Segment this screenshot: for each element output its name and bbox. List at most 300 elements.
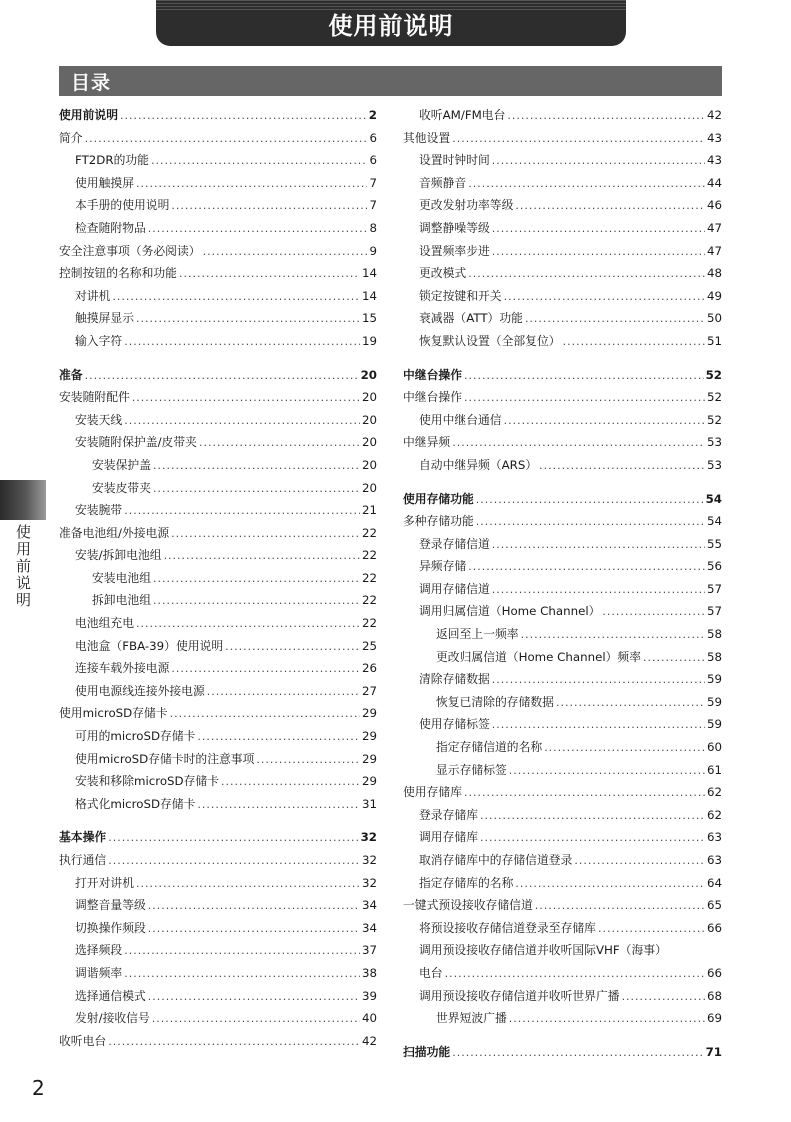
toc-leader-dots <box>151 150 368 173</box>
toc-entry[interactable] <box>59 307 377 330</box>
toc-entry-page: 65 <box>706 898 722 913</box>
toc-entry-title: 连接车载外接电源 <box>75 661 170 676</box>
toc-entry[interactable] <box>403 104 722 127</box>
toc-leader-dots <box>108 827 358 850</box>
toc-entry[interactable] <box>403 713 722 736</box>
toc-entry-page: 60 <box>706 740 722 755</box>
toc-entry-page: 20 <box>361 457 377 472</box>
toc-leader-dots <box>197 726 360 749</box>
toc-entry-page: 39 <box>361 988 377 1003</box>
toc-entry-page: 52 <box>706 412 722 427</box>
toc-entry-page: 47 <box>706 243 722 258</box>
toc-entry[interactable] <box>403 646 722 669</box>
toc-entry[interactable] <box>59 635 377 658</box>
toc-leader-dots <box>153 590 360 613</box>
toc-leader-dots <box>153 455 360 478</box>
toc-entry-title: 准备 <box>59 367 83 382</box>
toc-leader-dots <box>452 128 705 151</box>
toc-leader-dots <box>124 410 360 433</box>
toc-entry-title: 返回至上一频率 <box>436 627 519 642</box>
toc-entry[interactable] <box>59 285 377 308</box>
toc-entry-title: 指定存储信道的名称 <box>436 740 543 755</box>
toc-entry-title: 调整静噪等级 <box>419 220 490 235</box>
toc-leader-dots <box>136 308 360 331</box>
toc-leader-dots <box>509 1008 705 1031</box>
toc-entry-page: 68 <box>706 988 722 1003</box>
toc-entry[interactable] <box>403 826 722 849</box>
toc-entry[interactable] <box>59 194 377 217</box>
toc-entry-page: 20 <box>360 367 377 382</box>
toc-entry-title: 使用触摸屏 <box>75 175 134 190</box>
toc-entry-title: 格式化microSD存储卡 <box>75 796 196 811</box>
toc-entry-page: 53 <box>706 435 722 450</box>
toc-entry-title: 调用归属信道（Home Channel） <box>419 604 601 619</box>
toc-entry-page: 29 <box>361 729 377 744</box>
toc-entry[interactable] <box>59 770 377 793</box>
toc-entry[interactable] <box>403 307 722 330</box>
toc-leader-dots <box>492 150 705 173</box>
toc-entry-title: 使用存储标签 <box>419 717 490 732</box>
toc-entry[interactable] <box>403 127 722 150</box>
toc-entry[interactable] <box>59 217 377 240</box>
toc-entry[interactable] <box>59 748 377 771</box>
toc-entry-title: 安装/拆卸电池组 <box>75 548 162 563</box>
toc-leader-dots <box>153 568 360 591</box>
toc-leader-dots <box>468 556 705 579</box>
toc-entry-page: 29 <box>361 774 377 789</box>
toc-entry-title: 使用中继台通信 <box>419 412 502 427</box>
toc-entry[interactable] <box>59 127 377 150</box>
toc-heading: 目录 <box>71 71 112 94</box>
toc-entry-title: 指定存储库的名称 <box>419 875 514 890</box>
toc-entry-page: 14 <box>361 266 377 281</box>
toc-leader-dots <box>108 850 360 873</box>
toc-entry-page: 57 <box>706 581 722 596</box>
toc-entry-title: 本手册的使用说明 <box>75 198 170 213</box>
toc-entry-page: 38 <box>361 965 377 980</box>
toc-entry-title: 调用预设接收存储信道并收听国际VHF（海事） <box>419 943 667 958</box>
toc-entry[interactable] <box>59 330 377 353</box>
toc-entry[interactable] <box>403 386 722 409</box>
toc-entry-title: 电池组充电 <box>75 616 134 631</box>
toc-entry[interactable] <box>59 149 377 172</box>
toc-leader-dots <box>544 737 705 760</box>
toc-entry[interactable] <box>403 939 722 962</box>
toc-entry-title: 调谐频率 <box>75 965 123 980</box>
toc-entry[interactable] <box>59 894 377 917</box>
toc-entry-title: 恢复已清除的存储数据 <box>436 694 554 709</box>
toc-entry[interactable] <box>403 194 722 217</box>
toc-entry-page: 44 <box>706 175 722 190</box>
toc-entry[interactable] <box>403 849 722 872</box>
toc-leader-dots <box>492 714 705 737</box>
toc-entry-title: 更改发射功率等级 <box>419 198 514 213</box>
toc-leader-dots <box>207 681 360 704</box>
toc-entry[interactable] <box>403 488 722 511</box>
toc-entry[interactable] <box>59 567 377 590</box>
toc-entry[interactable] <box>403 623 722 646</box>
toc-leader-dots <box>602 601 705 624</box>
toc-entry-page: 2 <box>368 108 377 122</box>
toc-leader-dots <box>504 286 705 309</box>
toc-leader-dots <box>445 963 705 986</box>
toc-entry[interactable] <box>59 240 377 263</box>
toc-entry[interactable] <box>403 691 722 714</box>
toc-entry-page: 66 <box>706 920 722 935</box>
toc-entry-page: 59 <box>706 717 722 732</box>
toc-leader-dots <box>203 241 368 264</box>
toc-entry-title: 使用存储库 <box>403 785 462 800</box>
toc-entry-title: 设置时钟时间 <box>419 153 490 168</box>
toc-entry-title: 更改模式 <box>419 266 467 281</box>
toc-entry[interactable] <box>403 1041 722 1064</box>
toc-entry-page: 64 <box>706 875 722 890</box>
toc-entry[interactable] <box>59 1007 377 1030</box>
toc-entry-title: 使用存储功能 <box>403 491 474 506</box>
toc-leader-dots <box>136 173 367 196</box>
toc-entry-page: 63 <box>706 830 722 845</box>
toc-entry-title: 安装天线 <box>75 412 123 427</box>
toc-entry-title: 发射/接收信号 <box>75 1011 150 1026</box>
toc-entry-page: 22 <box>361 616 377 631</box>
toc-entry[interactable] <box>59 172 377 195</box>
toc-entry-page: 59 <box>706 672 722 687</box>
toc-entry[interactable] <box>403 781 722 804</box>
toc-leader-dots <box>504 410 705 433</box>
toc-entry-title: 使用前说明 <box>59 108 118 122</box>
toc-leader-dots <box>148 986 360 1009</box>
toc-entry-title: 调用存储信道 <box>419 581 490 596</box>
toc-entry-title: 简介 <box>59 130 83 145</box>
toc-leader-dots <box>256 749 360 772</box>
toc-entry-title: 清除存储数据 <box>419 672 490 687</box>
toc-entry[interactable] <box>59 499 377 522</box>
toc-entry[interactable] <box>403 285 722 308</box>
toc-entry[interactable] <box>403 578 722 601</box>
toc-entry[interactable] <box>403 1007 722 1030</box>
toc-left-column <box>59 104 377 1052</box>
toc-entry[interactable] <box>403 431 722 454</box>
toc-entry-title: 登录存储信道 <box>419 536 490 551</box>
toc-entry-page: 57 <box>706 604 722 619</box>
toc-leader-dots <box>515 873 705 896</box>
toc-entry-page: 20 <box>361 480 377 495</box>
toc-leader-dots <box>492 534 705 557</box>
toc-entry[interactable] <box>403 894 722 917</box>
toc-entry-title: 中继台操作 <box>403 390 462 405</box>
toc-entry[interactable] <box>59 454 377 477</box>
toc-entry-title: 电池盒（FBA-39）使用说明 <box>75 638 224 653</box>
toc-leader-dots <box>492 241 705 264</box>
toc-entry-title: 更改归属信道（Home Channel）频率 <box>436 649 641 664</box>
toc-entry[interactable] <box>403 262 722 285</box>
toc-leader-dots <box>112 286 360 309</box>
toc-entry[interactable] <box>59 409 377 432</box>
toc-entry-title: 准备电池组/外接电源 <box>59 525 170 540</box>
toc-entry-page: 34 <box>361 920 377 935</box>
toc-entry-title: 取消存储库中的存储信道登录 <box>419 853 573 867</box>
toc-entry-page: 9 <box>369 243 377 258</box>
chapter-title: 使用前说明 <box>328 11 454 40</box>
toc-entry[interactable] <box>59 544 377 567</box>
toc-entry-page: 32 <box>360 830 377 845</box>
toc-entry[interactable] <box>59 386 377 409</box>
toc-entry-title: 检查随附物品 <box>75 220 146 235</box>
toc-entry[interactable] <box>403 510 722 533</box>
toc-leader-dots <box>515 195 705 218</box>
page-number: 2 <box>32 1076 45 1100</box>
toc-leader-dots <box>468 173 705 196</box>
toc-entry-title: 使用microSD存储卡时的注意事项 <box>75 751 255 766</box>
toc-entry-title: 显示存储标签 <box>436 762 507 777</box>
toc-entry-title: 中继台操作 <box>403 367 462 382</box>
toc-leader-dots <box>171 195 367 218</box>
toc-entry-page: 69 <box>706 1011 722 1026</box>
toc-entry-title: 调用预设接收存储信道并收听世界广播 <box>419 988 620 1003</box>
toc-entry-page: 62 <box>706 785 722 800</box>
toc-entry-title: 其他设置 <box>403 130 451 145</box>
toc-entry-page: 71 <box>705 1044 722 1059</box>
toc-leader-dots <box>622 986 705 1009</box>
toc-entry-title: 世界短波广播 <box>436 1011 507 1026</box>
toc-leader-dots <box>525 308 705 331</box>
toc-entry[interactable] <box>403 409 722 432</box>
toc-leader-dots <box>108 1031 360 1054</box>
toc-entry-page: 52 <box>705 367 722 382</box>
toc-leader-dots <box>179 263 360 286</box>
toc-entry[interactable] <box>59 262 377 285</box>
toc-leader-dots <box>85 128 368 151</box>
toc-entry[interactable] <box>403 668 722 691</box>
toc-entry-title: 登录存储库 <box>419 807 478 822</box>
toc-entry-title: 收听电台 <box>59 1033 107 1048</box>
toc-entry[interactable] <box>403 454 722 477</box>
toc-leader-dots <box>464 782 705 805</box>
toc-leader-dots <box>132 387 360 410</box>
toc-entry[interactable] <box>59 477 377 500</box>
toc-entry-title: 输入字符 <box>75 333 123 348</box>
toc-leader-dots <box>492 218 705 241</box>
toc-entry[interactable] <box>403 872 722 895</box>
toc-leader-dots <box>521 624 705 647</box>
toc-entry[interactable] <box>59 657 377 680</box>
toc-entry[interactable] <box>59 793 377 816</box>
toc-leader-dots <box>574 850 705 873</box>
toc-entry-title: 将预设接收存储信道登录至存储库 <box>419 920 596 935</box>
toc-leader-dots <box>148 918 360 941</box>
toc-entry-page: 22 <box>361 525 377 540</box>
toc-leader-dots <box>509 760 705 783</box>
toc-entry-page: 6 <box>369 153 377 168</box>
toc-entry-title: 锁定按键和开关 <box>419 288 502 303</box>
toc-entry[interactable] <box>59 939 377 962</box>
toc-entry[interactable] <box>403 364 722 387</box>
toc-entry-title: 自动中继异频（ARS） <box>419 457 538 472</box>
toc-entry-title: 收听AM/FM电台 <box>419 108 506 122</box>
toc-entry-page: 43 <box>706 130 722 145</box>
toc-entry-page: 20 <box>361 435 377 450</box>
toc-entry-title: 安装随附配件 <box>59 390 130 405</box>
toc-entry[interactable] <box>403 533 722 556</box>
toc-leader-dots <box>148 218 368 241</box>
toc-entry-page: 32 <box>361 875 377 890</box>
side-tab-marker <box>0 480 46 520</box>
toc-leader-dots <box>171 523 360 546</box>
toc-entry-title: 安装皮带夹 <box>92 480 151 495</box>
toc-entry[interactable] <box>403 804 722 827</box>
toc-entry[interactable] <box>59 985 377 1008</box>
toc-leader-dots <box>152 1008 360 1031</box>
toc-leader-dots <box>476 511 705 534</box>
toc-entry[interactable] <box>59 725 377 748</box>
toc-entry[interactable] <box>403 759 722 782</box>
toc-entry-page: 66 <box>706 965 722 980</box>
toc-entry-title: 选择频段 <box>75 943 123 958</box>
toc-leader-dots <box>170 703 360 726</box>
toc-entry-title: 音频静音 <box>419 175 467 190</box>
toc-entry-page: 56 <box>706 559 722 574</box>
toc-entry[interactable] <box>403 149 722 172</box>
toc-leader-dots <box>199 432 360 455</box>
toc-entry[interactable] <box>403 555 722 578</box>
toc-leader-dots <box>197 794 360 817</box>
toc-entry-page: 54 <box>705 491 722 506</box>
toc-entry[interactable] <box>59 431 377 454</box>
toc-entry-page: 29 <box>361 751 377 766</box>
toc-entry[interactable] <box>403 962 722 985</box>
toc-entry-title: 设置频率步进 <box>419 243 490 258</box>
toc-entry-page: 59 <box>706 694 722 709</box>
toc-entry-title: 恢复默认设置（全部复位） <box>419 333 561 348</box>
side-tab-label: 使用前说明 <box>14 524 32 609</box>
toc-entry-title: 使用microSD存储卡 <box>59 706 168 721</box>
toc-entry[interactable] <box>59 364 377 387</box>
toc-entry-title: 拆卸电池组 <box>92 593 151 608</box>
toc-entry-page: 61 <box>706 762 722 777</box>
toc-entry-page: 22 <box>361 593 377 608</box>
toc-leader-dots <box>480 827 705 850</box>
toc-entry-page: 25 <box>361 638 377 653</box>
toc-entry[interactable] <box>403 330 722 353</box>
toc-entry[interactable] <box>59 872 377 895</box>
toc-entry-page: 32 <box>361 853 377 867</box>
toc-entry-title: 安装随附保护盖/皮带夹 <box>75 435 197 450</box>
toc-entry-page: 62 <box>706 807 722 822</box>
toc-entry-title: 中继异频 <box>403 435 451 450</box>
toc-entry[interactable] <box>403 172 722 195</box>
toc-entry-page: 47 <box>706 220 722 235</box>
toc-entry-title: 切换操作频段 <box>75 920 146 935</box>
toc-entry-page: 49 <box>706 288 722 303</box>
toc-entry-page: 43 <box>706 153 722 168</box>
toc-leader-dots <box>464 365 704 388</box>
toc-entry-title: 调整音量等级 <box>75 898 146 913</box>
toc-entry-title: 安装和移除microSD存储卡 <box>75 774 220 789</box>
toc-leader-dots <box>136 613 360 636</box>
toc-entry-page: 26 <box>361 661 377 676</box>
toc-entry-title: 选择通信模式 <box>75 988 146 1003</box>
toc-entry-page: 29 <box>361 706 377 721</box>
toc-entry[interactable] <box>403 240 722 263</box>
toc-entry-page: 42 <box>361 1033 377 1048</box>
toc-entry[interactable] <box>403 736 722 759</box>
toc-leader-dots <box>507 105 705 128</box>
toc-entry[interactable] <box>403 985 722 1008</box>
toc-leader-dots <box>225 636 360 659</box>
toc-entry-page: 14 <box>361 288 377 303</box>
toc-entry-title: 执行通信 <box>59 853 107 867</box>
toc-entry-page: 37 <box>361 943 377 958</box>
toc-entry-page: 22 <box>361 548 377 563</box>
toc-entry[interactable] <box>59 702 377 725</box>
toc-entry-page: 50 <box>706 311 722 326</box>
toc-entry[interactable] <box>59 522 377 545</box>
toc-entry-title: 安装腕带 <box>75 503 123 518</box>
toc-leader-dots <box>124 963 360 986</box>
toc-leader-dots <box>136 873 360 896</box>
toc-leader-dots <box>643 647 705 670</box>
toc-leader-dots <box>563 331 705 354</box>
toc-entry-title: 对讲机 <box>75 288 111 303</box>
toc-entry-page: 58 <box>706 649 722 664</box>
toc-leader-dots <box>492 669 705 692</box>
toc-entry[interactable] <box>59 962 377 985</box>
toc-leader-dots <box>85 365 359 388</box>
toc-entry[interactable] <box>59 849 377 872</box>
toc-entry-title: 控制按钮的名称和功能 <box>59 266 177 281</box>
toc-leader-dots <box>124 500 360 523</box>
toc-entry-page: 34 <box>361 898 377 913</box>
toc-leader-dots <box>124 940 360 963</box>
toc-leader-dots <box>153 478 360 501</box>
toc-entry-title: 安全注意事项（务必阅读） <box>59 243 201 258</box>
toc-entry[interactable] <box>59 612 377 635</box>
toc-leader-dots <box>164 545 360 568</box>
toc-entry[interactable] <box>59 917 377 940</box>
toc-entry[interactable] <box>59 589 377 612</box>
toc-entry[interactable] <box>59 680 377 703</box>
toc-entry-title: 一键式预设接收存储信道 <box>403 898 533 913</box>
toc-entry-page: 55 <box>706 536 722 551</box>
toc-entry[interactable] <box>403 217 722 240</box>
toc-entry-page: 58 <box>706 627 722 642</box>
toc-entry-page: 42 <box>706 108 722 122</box>
toc-entry-title: 触摸屏显示 <box>75 311 134 326</box>
toc-entry[interactable] <box>59 104 377 127</box>
toc-heading-bar <box>59 66 722 96</box>
toc-entry-page: 54 <box>706 514 722 529</box>
toc-leader-dots <box>535 895 705 918</box>
toc-entry-page: 20 <box>361 390 377 405</box>
toc-entry[interactable] <box>403 917 722 940</box>
toc-leader-dots <box>120 105 367 128</box>
toc-entry-title: 扫描功能 <box>403 1044 451 1059</box>
toc-entry-page: 63 <box>706 853 722 867</box>
toc-entry[interactable] <box>59 1030 377 1053</box>
toc-entry-title: 异频存储 <box>419 559 467 574</box>
toc-entry-page: 40 <box>361 1011 377 1026</box>
toc-entry-page: 46 <box>706 198 722 213</box>
toc-leader-dots <box>452 432 705 455</box>
toc-entry-page: 53 <box>706 457 722 472</box>
toc-entry[interactable] <box>403 600 722 623</box>
toc-entry-page: 51 <box>706 333 722 348</box>
toc-leader-dots <box>468 263 705 286</box>
toc-entry-title: 基本操作 <box>59 830 107 845</box>
toc-entry[interactable] <box>59 826 377 849</box>
toc-entry-title: FT2DR的功能 <box>75 153 149 168</box>
toc-entry-page: 21 <box>361 503 377 518</box>
